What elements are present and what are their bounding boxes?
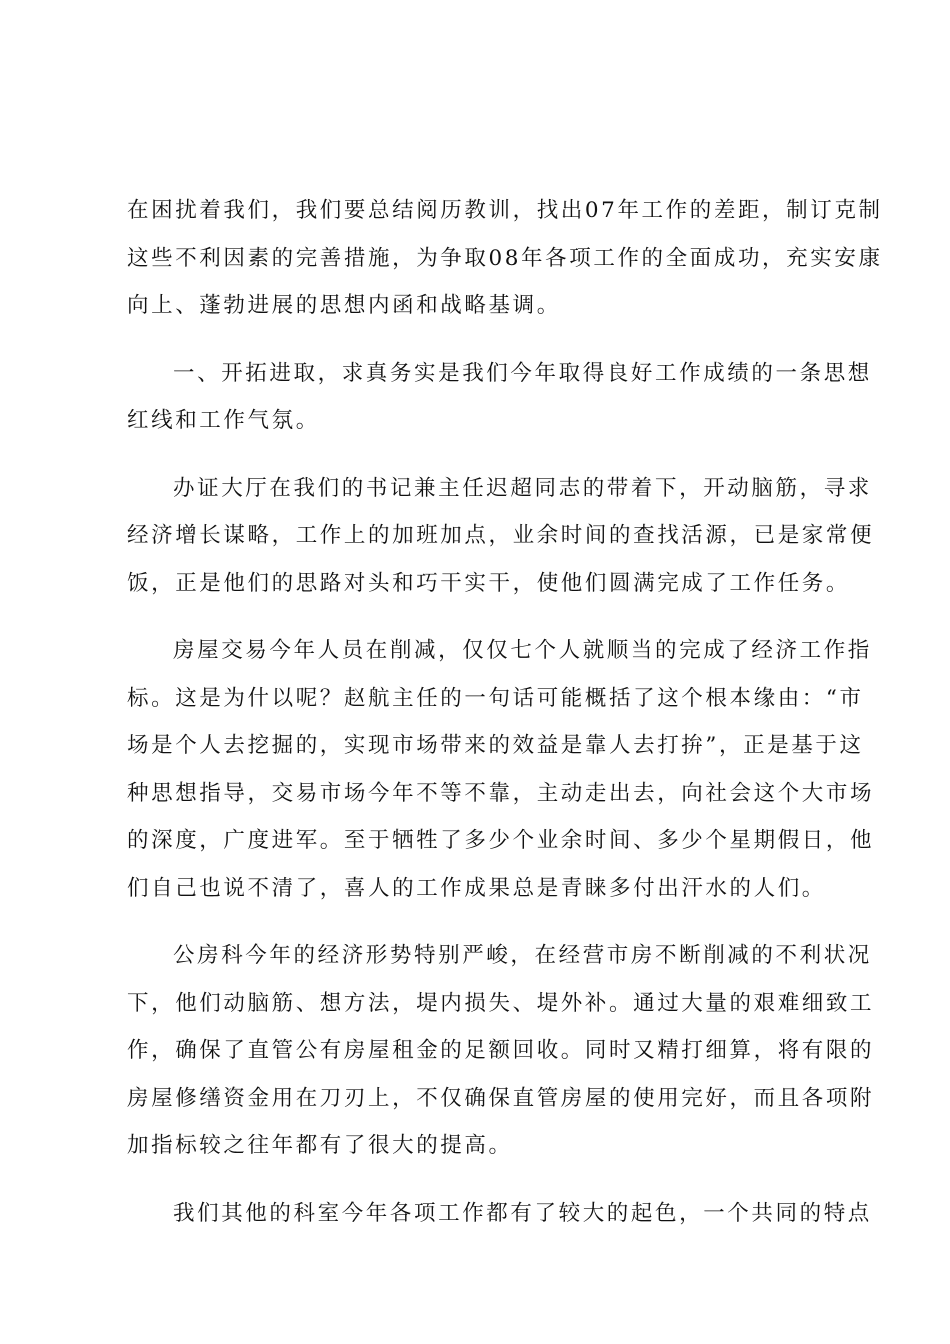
text-line: 一、开拓进取，求真务实是我们今年取得良好工作成绩的一条思想 [173, 360, 872, 386]
paragraph [127, 627, 875, 912]
document-body [127, 187, 883, 1257]
text-line: 房屋交易今年人员在削减，仅仅七个人就顺当的完成了经济工作指 [173, 638, 872, 663]
text-line: 标。这是为什以呢？赵航主任的一句话可能概括了这个根本缘由：“市 [127, 685, 864, 711]
text-line: 的深度，广度进军。至于牺牲了多少个业余时间、多少个星期假日，他 [127, 828, 875, 853]
paragraph [127, 1190, 872, 1238]
paragraph [127, 932, 875, 1170]
text-line: 这些不利因素的完善措施，为争取08年各项工作的全面成功，充实安康 [127, 245, 883, 271]
paragraph [127, 187, 883, 330]
text-line: 场是个人去挖掘的，实现市场带来的效益是靠人去打拚”，正是基于这 [127, 733, 864, 758]
text-line: 经济增长谋略，工作上的加班加点，业余时间的查找活源，已是家常便 [127, 523, 875, 548]
paragraph [127, 465, 875, 608]
text-line: 办证大厅在我们的书记兼主任迟超同志的带着下，开动脑筋，寻求 [173, 475, 872, 501]
text-line: 我们其他的科室今年各项工作都有了较大的起色，一个共同的特点 [173, 1200, 872, 1226]
text-line: 加指标较之往年都有了很大的提高。 [127, 1133, 513, 1158]
paragraph [127, 350, 872, 445]
text-line: 红线和工作气氛。 [127, 408, 320, 433]
text-line: 作，确保了直管公有房屋租金的足额回收。同时又精打细算，将有限的 [127, 1038, 875, 1063]
text-line: 种思想指导，交易市场今年不等不靠，主动走出去，向社会这个大市场 [127, 780, 875, 806]
text-line: 向上、蓬勃进展的思想内函和战略基调。 [127, 293, 561, 318]
text-line: 在困扰着我们，我们要总结阅历教训，找出07年工作的差距，制订克制 [127, 198, 883, 223]
text-line: 们自己也说不清了，喜人的工作成果总是青睐多付出汗水的人们。 [127, 875, 826, 901]
text-line: 房屋修缮资金用在刀刃上，不仅确保直管房屋的使用完好，而且各项附 [127, 1085, 875, 1111]
text-line: 下，他们动脑筋、想方法，堤内损失、堤外补。通过大量的艰难细致工 [127, 990, 875, 1016]
text-line: 饭，正是他们的思路对头和巧干实干，使他们圆满完成了工作任务。 [127, 570, 851, 596]
text-line: 公房科今年的经济形势特别严峻，在经营市房不断削减的不利状况 [173, 943, 872, 968]
